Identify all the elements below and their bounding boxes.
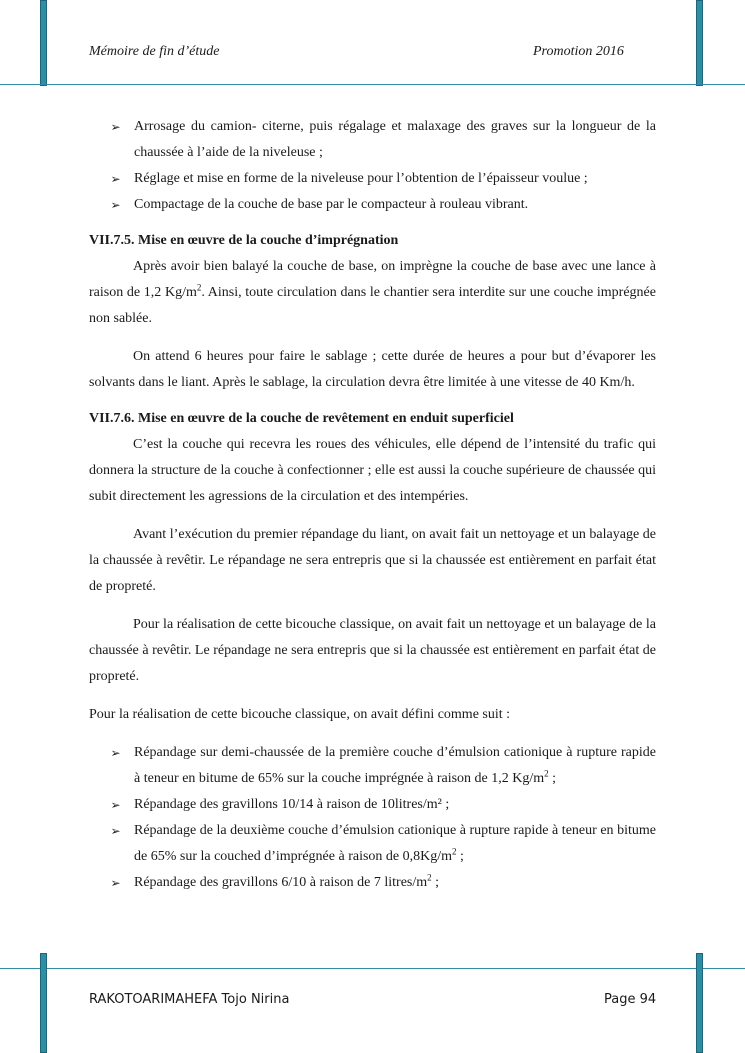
paragraph: Pour la réalisation de cette bicouche classique, on avait fait un nettoyage et un balayage de la chaussée à revêtir. Le répandage ne sera entrepris que si la chaussée est entièrement en parfait état de propreté.: [89, 617, 656, 684]
header-promotion: Promotion 2016: [533, 44, 624, 59]
header-left-bar: [40, 0, 47, 86]
paragraph: C’est la couche qui recevra les roues des véhicules, elle dépend de l’intensité du trafic qui donnera la structure de la couche à confectionner ; elle est aussi la couche supérieure de chaussée qui subit directement les agressions de la circulation et des intempéries.: [89, 437, 656, 504]
paragraph-text: . Ainsi, toute circulation dans le chantier sera interdite sur une couche imprégnée non sablée.: [89, 285, 656, 326]
list-item: [89, 114, 656, 166]
arrow-bullet-icon: ➢: [110, 798, 121, 812]
section-heading-775: VII.7.5. Mise en œuvre de la couche d’imprégnation: [89, 233, 399, 248]
header-right-bar: [696, 0, 703, 86]
footer-right-bar: [696, 953, 703, 1053]
list-item: [89, 192, 656, 218]
arrow-bullet-icon: ➢: [110, 120, 121, 134]
list-item-text: Répandage des gravillons 6/10 à raison de 7 litres/$m^2$ ;: [134, 872, 440, 890]
list-item-text: Répandage de la deuxième couche d’émulsion cationique à rupture rapide à teneur en bitume de 65% sur la couched d’imprégnée à raison de $0,8Kg/m^2$ ;: [134, 823, 656, 864]
paragraph-text: Après avoir bien balayé la couche de base, on imprègne la couche de base avec une lance à raison de 1,2 Kg/m: [89, 259, 656, 300]
page-body: [89, 114, 656, 896]
list-item-text: Compactage de la couche de base par le compacteur à rouleau vibrant.: [134, 197, 529, 212]
footer-left-bar: [40, 953, 47, 1053]
list-item: [89, 870, 656, 896]
paragraph: On attend 6 heures pour faire le sablage ; cette durée de heures a pour but d’évaporer les solvants dans le liant. Après le sablage, la circulation devra être limitée à une vitesse de 40 Km/h.: [89, 349, 656, 390]
list-item-text: Répandage des gravillons 10/14 à raison de 10litres/m² ;: [134, 797, 450, 812]
list-item-text: Arrosage du camion- citerne, puis régalage et malaxage des graves sur la longueur de la chaussée à l’aide de la niveleuse ;: [134, 119, 656, 160]
list-item-text: Répandage sur demi-chaussée de la première couche d’émulsion cationique à rupture rapide à teneur en bitume de 65% sur la couche imprégnée à raison de 1,2 $Kg/m^2$ ;: [134, 745, 656, 786]
arrow-bullet-icon: ➢: [110, 746, 121, 760]
footer-rule: [0, 968, 745, 969]
header-rule: [0, 84, 745, 85]
paragraph: Avant l’exécution du premier répandage du liant, on avait fait un nettoyage et un balayage de la chaussée à revêtir. Le répandage ne sera entrepris que si la chaussée est entièrement en parfait état de propreté.: [89, 527, 656, 594]
header-title: Mémoire de fin d’étude: [89, 44, 220, 59]
section-heading-776: VII.7.6. Mise en œuvre de la couche de revêtement en enduit superficiel: [89, 411, 514, 426]
paragraph: [89, 254, 656, 332]
arrow-bullet-icon: ➢: [110, 824, 121, 838]
footer-page-number: Page 94: [604, 992, 657, 1007]
list-item: [89, 166, 656, 192]
list-item-text: Réglage et mise en forme de la niveleuse pour l’obtention de l’épaisseur voulue ;: [134, 171, 588, 186]
list-item: [89, 818, 656, 870]
arrow-bullet-icon: ➢: [110, 198, 121, 212]
superscript: 2: [196, 282, 202, 293]
arrow-bullet-icon: ➢: [110, 172, 121, 186]
list-item: [89, 792, 656, 818]
arrow-bullet-icon: ➢: [110, 876, 121, 890]
list-item: [89, 740, 656, 792]
paragraph: Pour la réalisation de cette bicouche classique, on avait défini comme suit :: [89, 707, 511, 722]
footer-author: RAKOTOARIMAHEFA Tojo Nirina: [89, 992, 290, 1007]
